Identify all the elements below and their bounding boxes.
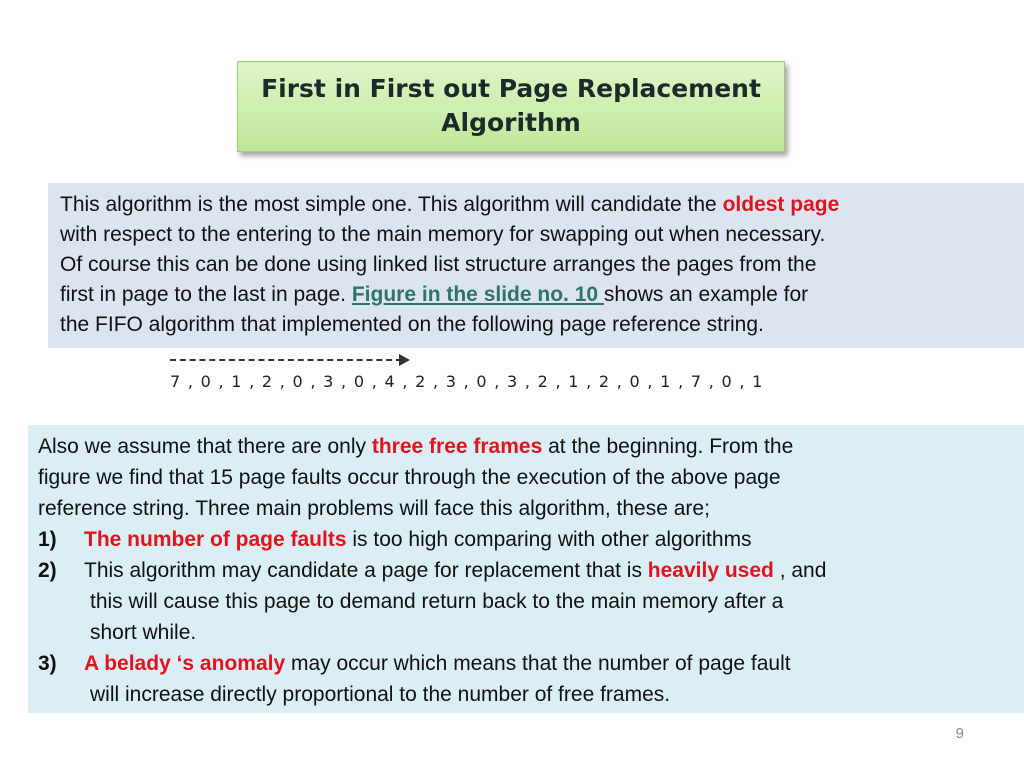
reference-string-values: 7 , 0 , 1 , 2 , 0 , 3 , 0 , 4 , 2 , 3 , 0 , 3 , 2 , 1 , 2 , 0 , 1 , 7 , 0 , 1 — [170, 372, 764, 391]
item-text-rest: is too high comparing with other algorithms — [346, 528, 752, 551]
problem-item-1 — [38, 524, 1014, 555]
problem-item-3-cont-1: will increase directly proportional to the number of free frames. — [90, 683, 671, 706]
highlight-page-faults: The number of page faults — [84, 528, 347, 551]
details-text-box — [28, 425, 1024, 713]
problem-item-2 — [38, 555, 1014, 586]
intro-line-4 — [60, 280, 1014, 310]
item-text — [84, 648, 791, 679]
highlight-heavily-used: heavily used — [647, 559, 774, 582]
arrow-head-icon — [399, 354, 410, 366]
item-text-post: , and — [773, 559, 827, 582]
item-text-rest: may occur which means that the number of page fault — [285, 652, 791, 675]
intro-line-2: with respect to the entering to the main memory for swapping out when necessary. — [60, 223, 826, 246]
details-text: at the beginning. From the — [542, 435, 794, 458]
intro-text-box — [48, 183, 1024, 348]
details-line-2: figure we find that 15 page faults occur through the execution of the above page — [38, 466, 781, 489]
item-number: 1) — [38, 528, 57, 551]
intro-text: This algorithm is the most simple one. This algorithm will candidate the — [60, 193, 723, 216]
problem-item-2-cont-1: this will cause this page to demand return back to the main memory after a — [90, 590, 784, 613]
details-line-1 — [38, 431, 1014, 462]
details-text: Also we assume that there are only — [38, 435, 372, 458]
intro-line-1 — [60, 190, 1014, 220]
item-number: 3) — [38, 652, 57, 675]
slide-title-line-1: First in First out Page Replacement — [261, 74, 761, 103]
intro-line-3: Of course this can be done using linked list structure arranges the pages from the — [60, 253, 817, 276]
problem-item-2-cont-2: short while. — [90, 621, 197, 644]
intro-text: first in page to the last in page. — [60, 283, 352, 306]
item-text — [84, 524, 752, 555]
intro-line-5: the FIFO algorithm that implemented on the following page reference string. — [60, 313, 764, 336]
item-number: 2) — [38, 559, 57, 582]
highlight-oldest-page: oldest page — [722, 193, 840, 216]
figure-slide-link[interactable]: Figure in the slide no. 10 — [351, 283, 604, 306]
item-text — [84, 555, 826, 586]
slide-title-line-2: Algorithm — [441, 108, 581, 137]
highlight-belady-anomaly: A belady ‘s anomaly — [84, 652, 286, 675]
slide-number: 9 — [955, 725, 964, 742]
slide-title — [237, 61, 785, 152]
details-line-3: reference string. Three main problems will face this algorithm, these are; — [38, 497, 710, 520]
page-reference-string — [170, 355, 764, 395]
problem-item-3 — [38, 648, 1014, 679]
item-text-pre: This algorithm may candidate a page for replacement that is — [84, 559, 648, 582]
intro-text: shows an example for — [603, 283, 809, 306]
highlight-three-free-frames: three free frames — [371, 435, 543, 458]
dashed-arrow — [170, 359, 402, 361]
